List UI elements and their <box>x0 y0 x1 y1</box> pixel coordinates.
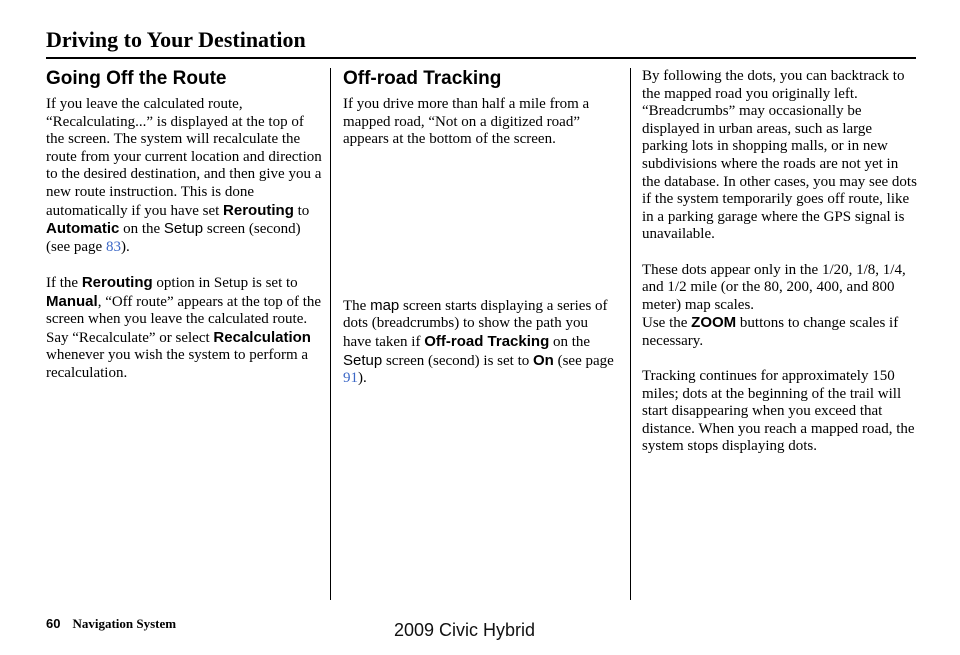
page-link-91[interactable]: 91 <box>343 370 358 387</box>
paragraph: By following the dots, you can backtrack to the mapped road you originally left. “Breadcrumbs” may occasionally be displayed in urban areas, such as large parking lots in shopping malls, or in new subdivisions where the roads are not yet in the database. In other cases, you may see dots if the system temporarily goes off route, like in a parking garage where the GPS signal is unavailable. <box>642 68 917 243</box>
setup-term: Setup <box>163 220 204 238</box>
text: screen (second) is set to <box>382 352 533 369</box>
text: If the <box>46 274 82 291</box>
section-heading-going-off-route: Going Off the Route <box>46 68 227 89</box>
zoom-term: ZOOM <box>691 314 737 332</box>
page-link-83[interactable]: 83 <box>105 238 121 255</box>
manual-term: Manual <box>46 292 98 310</box>
footer-label: Navigation System <box>72 616 177 631</box>
on-term: On <box>533 351 554 369</box>
text: The <box>343 297 371 314</box>
paragraph <box>46 96 322 256</box>
page-title: Driving to Your Destination <box>46 27 306 52</box>
text: to <box>293 202 310 219</box>
page-footer <box>46 616 176 632</box>
text: If you leave the calculated route, “Recalculating...” is displayed at the top of the screen. The system will recalculate the route from your current location and direction to the desired destination, and then give you a new route instruction. This is done automatically if you have set <box>46 96 322 219</box>
paragraph: Tracking continues for approximately 150 miles; dots at the beginning of the trail will start disappearing when you exceed that distance. When you reach a mapped road, the system stops displaying dots. <box>642 368 915 455</box>
text: on the <box>119 221 164 238</box>
column-divider <box>330 68 331 600</box>
recalculation-term: Recalculation <box>213 328 311 346</box>
automatic-term: Automatic <box>46 220 120 238</box>
watermark: 2009 Civic Hybrid <box>394 620 536 640</box>
text: option in Setup is set to <box>152 274 298 291</box>
text: on the <box>549 333 591 350</box>
text: ). <box>358 370 367 387</box>
paragraph: If you drive more than half a mile from a mapped road, “Not on a digitized road” appears at the bottom of the screen. <box>343 96 590 148</box>
column-off-road-tracking <box>343 68 619 405</box>
map-term: map <box>370 296 400 314</box>
column-divider <box>630 68 631 600</box>
text: screen (second) (see page <box>46 221 301 255</box>
text: These dots appear only in the 1/20, 1/8, 1/4, and 1/2 mile (or the 80, 200, 400, and 800 meter) map scales. <box>642 261 906 313</box>
paragraph <box>46 274 322 383</box>
rerouting-term: Rerouting <box>223 201 294 219</box>
text: , “Off route” appears at the top of the screen when you leave the calculated route. Say “Recalculate” or select <box>46 293 322 346</box>
text: ). <box>120 238 130 255</box>
text: Use the <box>642 315 692 332</box>
off-road-tracking-term: Off-road Tracking <box>424 332 550 350</box>
rerouting-term: Rerouting <box>81 273 153 291</box>
text: (see page <box>553 352 614 369</box>
section-heading-off-road-tracking: Off-road Tracking <box>343 68 502 89</box>
page-number: 60 <box>46 616 61 631</box>
column-going-off-route <box>46 68 322 400</box>
paragraph <box>642 262 917 351</box>
text: whenever you wish the system to perform a recalculation. <box>46 347 309 381</box>
setup-term: Setup <box>343 351 383 369</box>
paragraph <box>343 297 619 388</box>
header-rule <box>46 57 916 59</box>
text: buttons to change scales if necessary. <box>642 315 899 349</box>
column-breadcrumbs <box>642 68 917 474</box>
text: screen starts displaying a series of dots (breadcrumbs) to show the path you have taken if <box>343 297 608 350</box>
